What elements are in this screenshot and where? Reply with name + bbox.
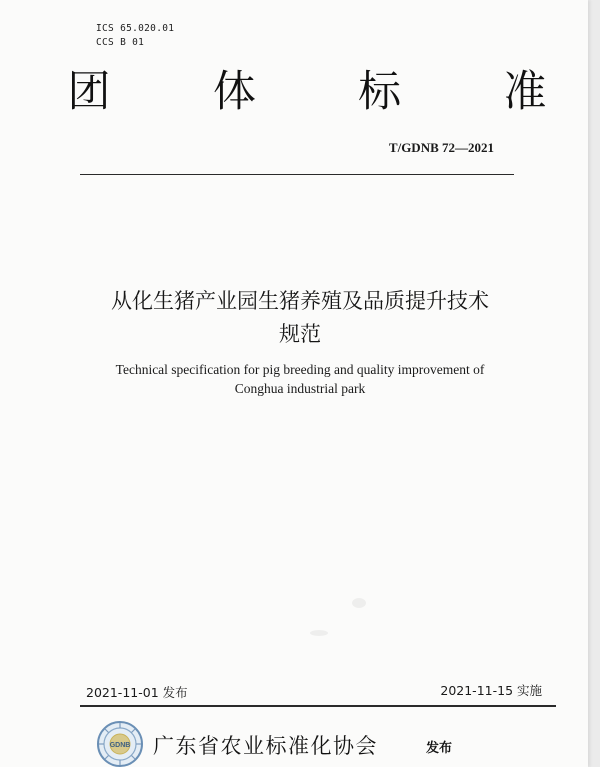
chinese-title <box>30 285 570 351</box>
ics-code: ICS 65.020.01 <box>96 23 175 34</box>
standard-number: T/GDNB 72—2021 <box>388 140 494 155</box>
english-title-line-1: Technical specification for pig breeding and quality improvement of <box>115 362 485 377</box>
chinese-title-line-2: 规范 <box>279 322 321 346</box>
heading-char-3: 标 <box>358 67 402 117</box>
header-divider <box>80 174 514 175</box>
english-title-line-2: Conghua industrial park <box>234 381 366 396</box>
ccs-code: CCS B 01 <box>96 37 145 48</box>
footer-divider <box>80 705 556 707</box>
english-title <box>30 360 570 398</box>
publisher-name: 广东省农业标准化协会 <box>153 734 378 758</box>
heading-char-1: 团 <box>67 67 111 117</box>
chinese-title-line-1: 从化生猪产业园生猪养殖及品质提升技术 <box>111 289 489 313</box>
scan-mark <box>352 598 366 608</box>
classification-codes <box>96 22 174 50</box>
heading-char-2: 体 <box>212 67 256 117</box>
publish-label: 发布 <box>426 741 453 756</box>
implementation-date: 2021-11-15 实施 <box>440 683 542 698</box>
logo-lettering: GDNB <box>109 742 131 749</box>
scan-mark <box>310 630 328 636</box>
issue-date: 2021-11-01 发布 <box>86 685 188 700</box>
association-logo-icon <box>97 721 143 767</box>
heading-char-4: 准 <box>503 67 547 117</box>
group-standard-heading <box>62 66 552 118</box>
